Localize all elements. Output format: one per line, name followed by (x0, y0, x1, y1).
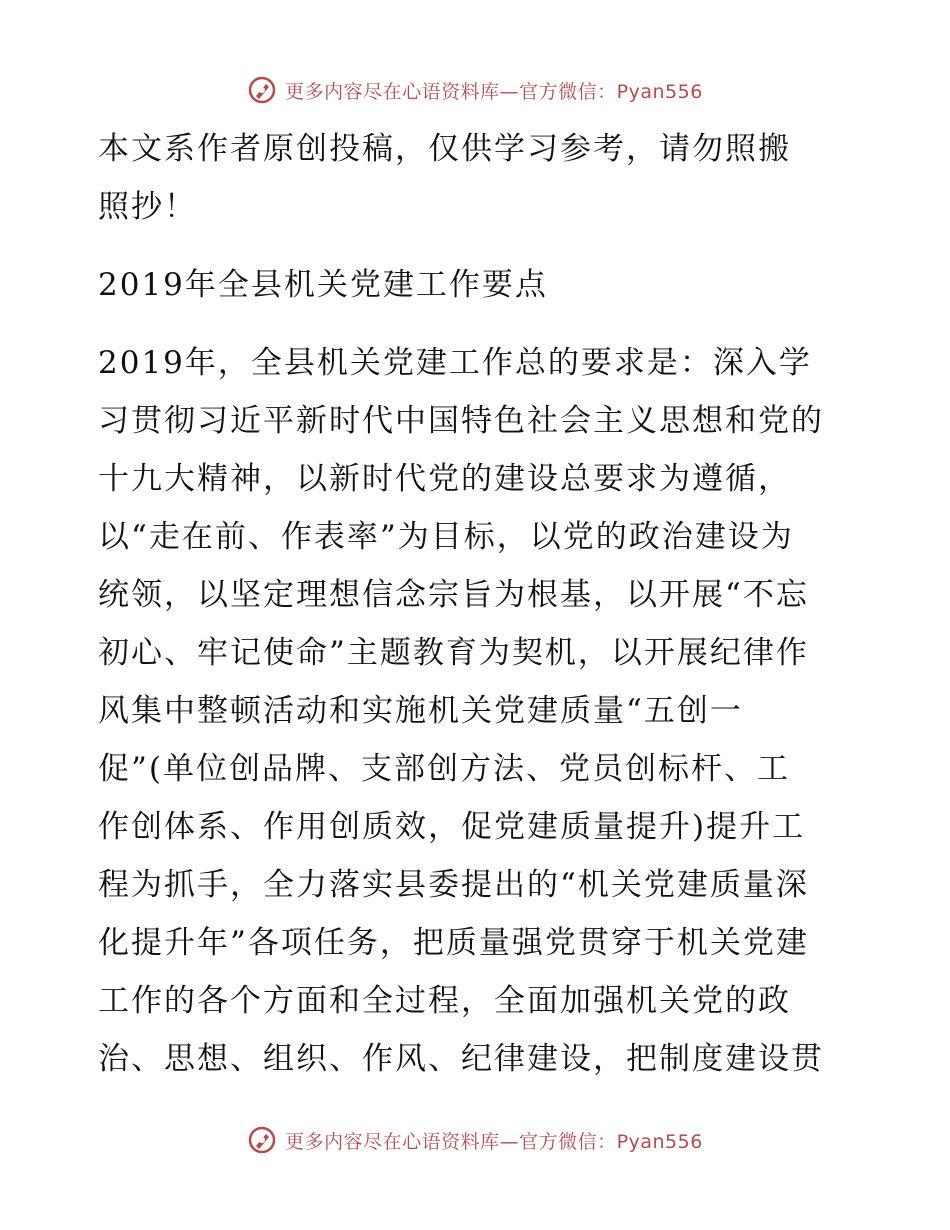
body-line: 治、思想、组织、作风、纪律建设，把制度建设贯 (98, 1041, 824, 1077)
body-line: 促”(单位创品牌、支部创方法、党员创标杆、工 (98, 751, 790, 787)
body-line: 风集中整顿活动和实施机关党建质量“五创一 (98, 693, 743, 729)
watermark-text: 更多内容尽在心语资料库—官方微信：Pyan556 (285, 1130, 703, 1153)
header-watermark (0, 70, 950, 110)
pen-logo-icon (247, 75, 277, 105)
body-line: 习贯彻习近平新时代中国特色社会主义思想和党的 (98, 403, 824, 439)
body-paragraph (98, 334, 858, 1088)
document-body (98, 120, 858, 1088)
body-line: 2019年，全县机关党建工作总的要求是：深入学 (98, 345, 812, 381)
watermark-text: 更多内容尽在心语资料库—官方微信：Pyan556 (285, 80, 703, 103)
pen-logo-icon (247, 1125, 277, 1155)
notice-line: 照抄！ (98, 189, 197, 225)
copyright-notice (98, 120, 858, 236)
body-line: 化提升年”各项任务，把质量强党贯穿于机关党建 (98, 925, 809, 961)
body-line: 十九大精神，以新时代党的建设总要求为遵循， (98, 461, 791, 497)
body-line: 作创体系、作用创质效，促党建质量提升)提升工 (98, 809, 806, 845)
body-line: 工作的各个方面和全过程，全面加强机关党的政 (98, 983, 791, 1019)
body-line: 初心、牢记使命”主题教育为契机，以开展纪律作 (98, 635, 809, 671)
body-line: 以“走在前、作表率”为目标，以党的政治建设为 (98, 519, 794, 555)
body-line: 统领，以坚定理想信念宗旨为根基，以开展“不忘 (98, 577, 809, 613)
footer-watermark (0, 1120, 950, 1160)
body-line: 程为抓手，全力落实县委提出的“机关党建质量深 (98, 867, 809, 903)
notice-line: 本文系作者原创投稿，仅供学习参考，请勿照搬 (98, 131, 791, 167)
title-line: 2019年全县机关党建工作要点 (98, 267, 548, 303)
document-title (98, 256, 858, 314)
